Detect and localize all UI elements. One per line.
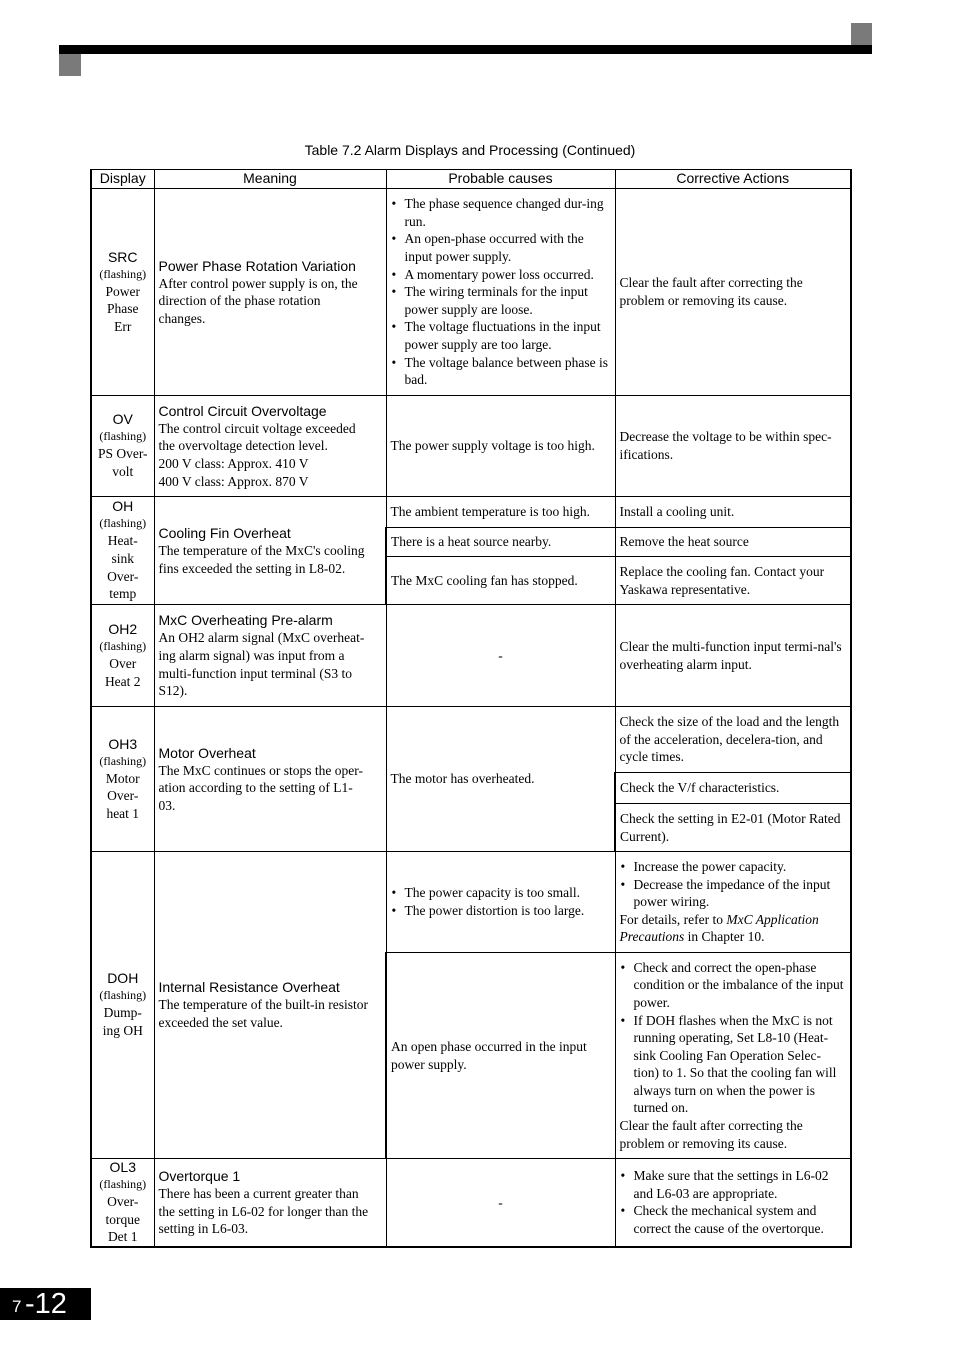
meaning-text: 03. — [158, 797, 176, 813]
meaning-text: The temperature of the MxC's cooling — [158, 542, 365, 558]
flashing-label: (flashing) — [99, 429, 147, 444]
display-text: Power — [105, 283, 140, 299]
action-item: • Check the mechanical system and correct the cause of the overtorque. — [620, 1202, 847, 1237]
flashing-label: (flashing) — [99, 266, 147, 281]
action-cell: Remove the heat source — [615, 528, 851, 557]
corner-square-top-right — [851, 23, 872, 45]
meaning-text: S12). — [158, 683, 188, 699]
display-text: ing OH — [102, 1023, 143, 1038]
meaning-title: Cooling Fin Overheat — [158, 524, 291, 541]
action-cell — [615, 1159, 851, 1247]
meaning-text: multi-function input terminal (S3 to — [158, 665, 352, 681]
cause-cell: An open phase occurred in the input power supply. — [386, 953, 615, 1159]
display-cell — [91, 497, 154, 605]
display-text: Det 1 — [107, 1229, 138, 1245]
meaning-text: 400 V class: Approx. 870 V — [158, 473, 309, 489]
display-cell — [91, 852, 154, 1159]
chapter-number: 7 — [12, 1297, 22, 1316]
action-note — [620, 911, 847, 946]
action-item: • Check and correct the open-phase condition or the imbalance of the input power. — [620, 959, 847, 1012]
meaning-text: ing alarm signal) was input from a — [158, 647, 345, 663]
display-text: Over- — [107, 568, 139, 584]
header-probable-causes: Probable causes — [386, 170, 615, 189]
flashing-label: (flashing) — [99, 753, 147, 768]
display-text: Heat- — [107, 533, 138, 549]
display-text: temp — [109, 586, 137, 602]
display-text: Over- — [107, 788, 139, 804]
cause-item: • The voltage balance between phase is bad. — [391, 354, 611, 389]
note-suffix: in Chapter 10. — [684, 929, 765, 945]
meaning-text: fins exceeded the setting in L8-02. — [158, 560, 346, 576]
meaning-text: An OH2 alarm signal (MxC overheat- — [158, 630, 365, 646]
action-cell: Replace the cooling fan. Contact your Yaskawa representative. — [615, 557, 851, 605]
display-text: Over — [109, 655, 137, 671]
meaning-text: The control circuit voltage exceeded — [158, 420, 356, 436]
flashing-label: (flashing) — [99, 638, 147, 653]
cause-cell: The ambient temperature is too high. — [386, 497, 615, 528]
alarm-code: OH — [112, 498, 134, 515]
alarm-code: OH3 — [108, 735, 138, 752]
cause-item: • The power distortion is too large. — [391, 902, 611, 920]
page-number: -12 — [25, 1288, 67, 1320]
table-row-src — [91, 189, 851, 396]
cause-cell: - — [386, 1159, 615, 1247]
flashing-label: (flashing) — [99, 516, 147, 531]
alarm-code: DOH — [107, 970, 139, 987]
display-text: Motor — [105, 770, 140, 786]
display-cell — [91, 707, 154, 852]
meaning-text: ation according to the setting of L1- — [158, 780, 353, 796]
cause-item: • A momentary power loss occurred. — [391, 266, 611, 284]
cause-item: • The voltage fluctuations in the input power supply are too large. — [391, 318, 611, 353]
alarm-code: SRC — [107, 248, 138, 265]
meaning-text: 200 V class: Approx. 410 V — [158, 456, 309, 471]
table-row-oh2 — [91, 605, 851, 707]
causes-cell — [386, 189, 615, 396]
header-display: Display — [91, 170, 154, 189]
meaning-cell — [154, 852, 386, 1159]
alarm-table — [90, 169, 852, 1248]
display-text: PS Over- — [97, 446, 148, 462]
meaning-title: Overtorque 1 — [158, 1168, 241, 1184]
table-header-row — [91, 170, 851, 189]
meaning-text: The temperature of the built-in resistor — [158, 997, 369, 1013]
display-text: torque — [105, 1211, 140, 1227]
meaning-text: There has been a current greater than — [158, 1186, 359, 1201]
table-caption: Table 7.2 Alarm Displays and Processing (Continued) — [304, 142, 636, 158]
display-text: Over- — [107, 1194, 139, 1209]
display-text: Dump- — [103, 1005, 142, 1021]
meaning-text: changes. — [158, 310, 206, 326]
corner-square-top-left — [59, 54, 81, 76]
header-rule — [59, 45, 872, 54]
cause-cell: There is a heat source nearby. — [386, 528, 615, 557]
action-note: Clear the fault after correcting the problem or removing its cause. — [619, 1118, 803, 1151]
cause-item: • An open-phase occurred with the input power supply. — [391, 230, 611, 265]
display-cell — [91, 396, 154, 497]
action-item: • Make sure that the settings in L6-02 and L6-03 are appropriate. — [620, 1167, 847, 1202]
display-cell — [91, 189, 154, 396]
action-item: • If DOH flashes when the MxC is not running operating, Set L8-10 (Heat-sink Cooling Fan Operation Selec-tion) to 1. So that the cooling fan will always turn on when the power is turned on. — [620, 1012, 847, 1118]
meaning-text: the setting in L6-02 for longer than the — [158, 1203, 369, 1219]
meaning-cell — [154, 189, 386, 396]
meaning-title: Power Phase Rotation Variation — [158, 257, 356, 274]
meaning-title: Internal Resistance Overheat — [158, 979, 340, 996]
cause-cell: The MxC cooling fan has stopped. — [386, 557, 615, 605]
cause-cell: The power supply voltage is too high. — [386, 396, 615, 497]
causes-cell — [386, 852, 615, 953]
alarm-code: OH2 — [108, 620, 138, 637]
cause-cell: The motor has overheated. — [386, 707, 615, 852]
action-cell: Check the size of the load and the length of the acceleration, decelera-tion, and cycle times. — [615, 707, 851, 773]
action-cell: Clear the fault after correcting the problem or removing its cause. — [615, 189, 851, 396]
display-text: heat 1 — [106, 805, 140, 821]
display-text: sink — [111, 550, 134, 566]
alarm-code: OL3 — [109, 1159, 136, 1175]
page-number-tab — [0, 1288, 91, 1320]
cause-item: • The power capacity is too small. — [391, 884, 611, 902]
display-text: Phase — [107, 301, 139, 317]
meaning-cell — [154, 396, 386, 497]
header-meaning: Meaning — [154, 170, 386, 189]
display-text: Err — [114, 318, 132, 334]
action-cell: Decrease the voltage to be within spec-ifications. — [615, 396, 851, 497]
meaning-text: the overvoltage detection level. — [158, 438, 328, 454]
flashing-label: (flashing) — [99, 988, 147, 1003]
action-item: • Increase the power capacity. — [620, 858, 847, 876]
meaning-cell — [154, 497, 386, 605]
meaning-title: Control Circuit Overvoltage — [158, 402, 327, 419]
action-item: • Decrease the impedance of the input power wiring. — [620, 876, 847, 911]
display-cell — [91, 605, 154, 707]
table-row-ol3 — [91, 1159, 851, 1247]
note-reference: MxC Application Precautions — [619, 911, 819, 945]
meaning-title: MxC Overheating Pre-alarm — [158, 612, 333, 629]
action-cell: Check the setting in E2-01 (Motor Rated Current). — [615, 804, 851, 852]
cause-cell: - — [386, 605, 615, 707]
meaning-text: setting in L6-03. — [158, 1221, 249, 1237]
meaning-title: Motor Overheat — [158, 744, 256, 761]
meaning-text: exceeded the set value. — [158, 1015, 283, 1030]
meaning-cell — [154, 605, 386, 707]
action-cell: Clear the multi-function input termi-nal's overheating alarm input. — [615, 605, 851, 707]
header-corrective-actions: Corrective Actions — [615, 170, 851, 189]
meaning-text: direction of the phase rotation — [158, 293, 321, 309]
action-cell: Check the V/f characteristics. — [615, 773, 851, 804]
meaning-text: After control power supply is on, the — [158, 275, 358, 291]
display-text: Heat 2 — [104, 673, 141, 689]
action-cell — [615, 852, 851, 953]
cause-item: • The phase sequence changed dur-ing run. — [391, 195, 611, 230]
table-row-ov — [91, 396, 851, 497]
meaning-text: The MxC continues or stops the oper- — [158, 762, 363, 778]
note-prefix: For details, refer to — [619, 911, 727, 927]
table-row-oh — [91, 497, 851, 528]
table-row-doh — [91, 852, 851, 953]
alarm-code: OV — [112, 411, 133, 428]
action-cell: Install a cooling unit. — [615, 497, 851, 528]
meaning-cell — [154, 707, 386, 852]
display-cell — [91, 1159, 154, 1247]
cause-item: • The wiring terminals for the input power supply are loose. — [391, 283, 611, 318]
flashing-label: (flashing) — [99, 1177, 147, 1191]
table-row-oh3 — [91, 707, 851, 773]
meaning-cell — [154, 1159, 386, 1247]
action-cell — [615, 953, 851, 1159]
display-text: volt — [112, 464, 134, 479]
